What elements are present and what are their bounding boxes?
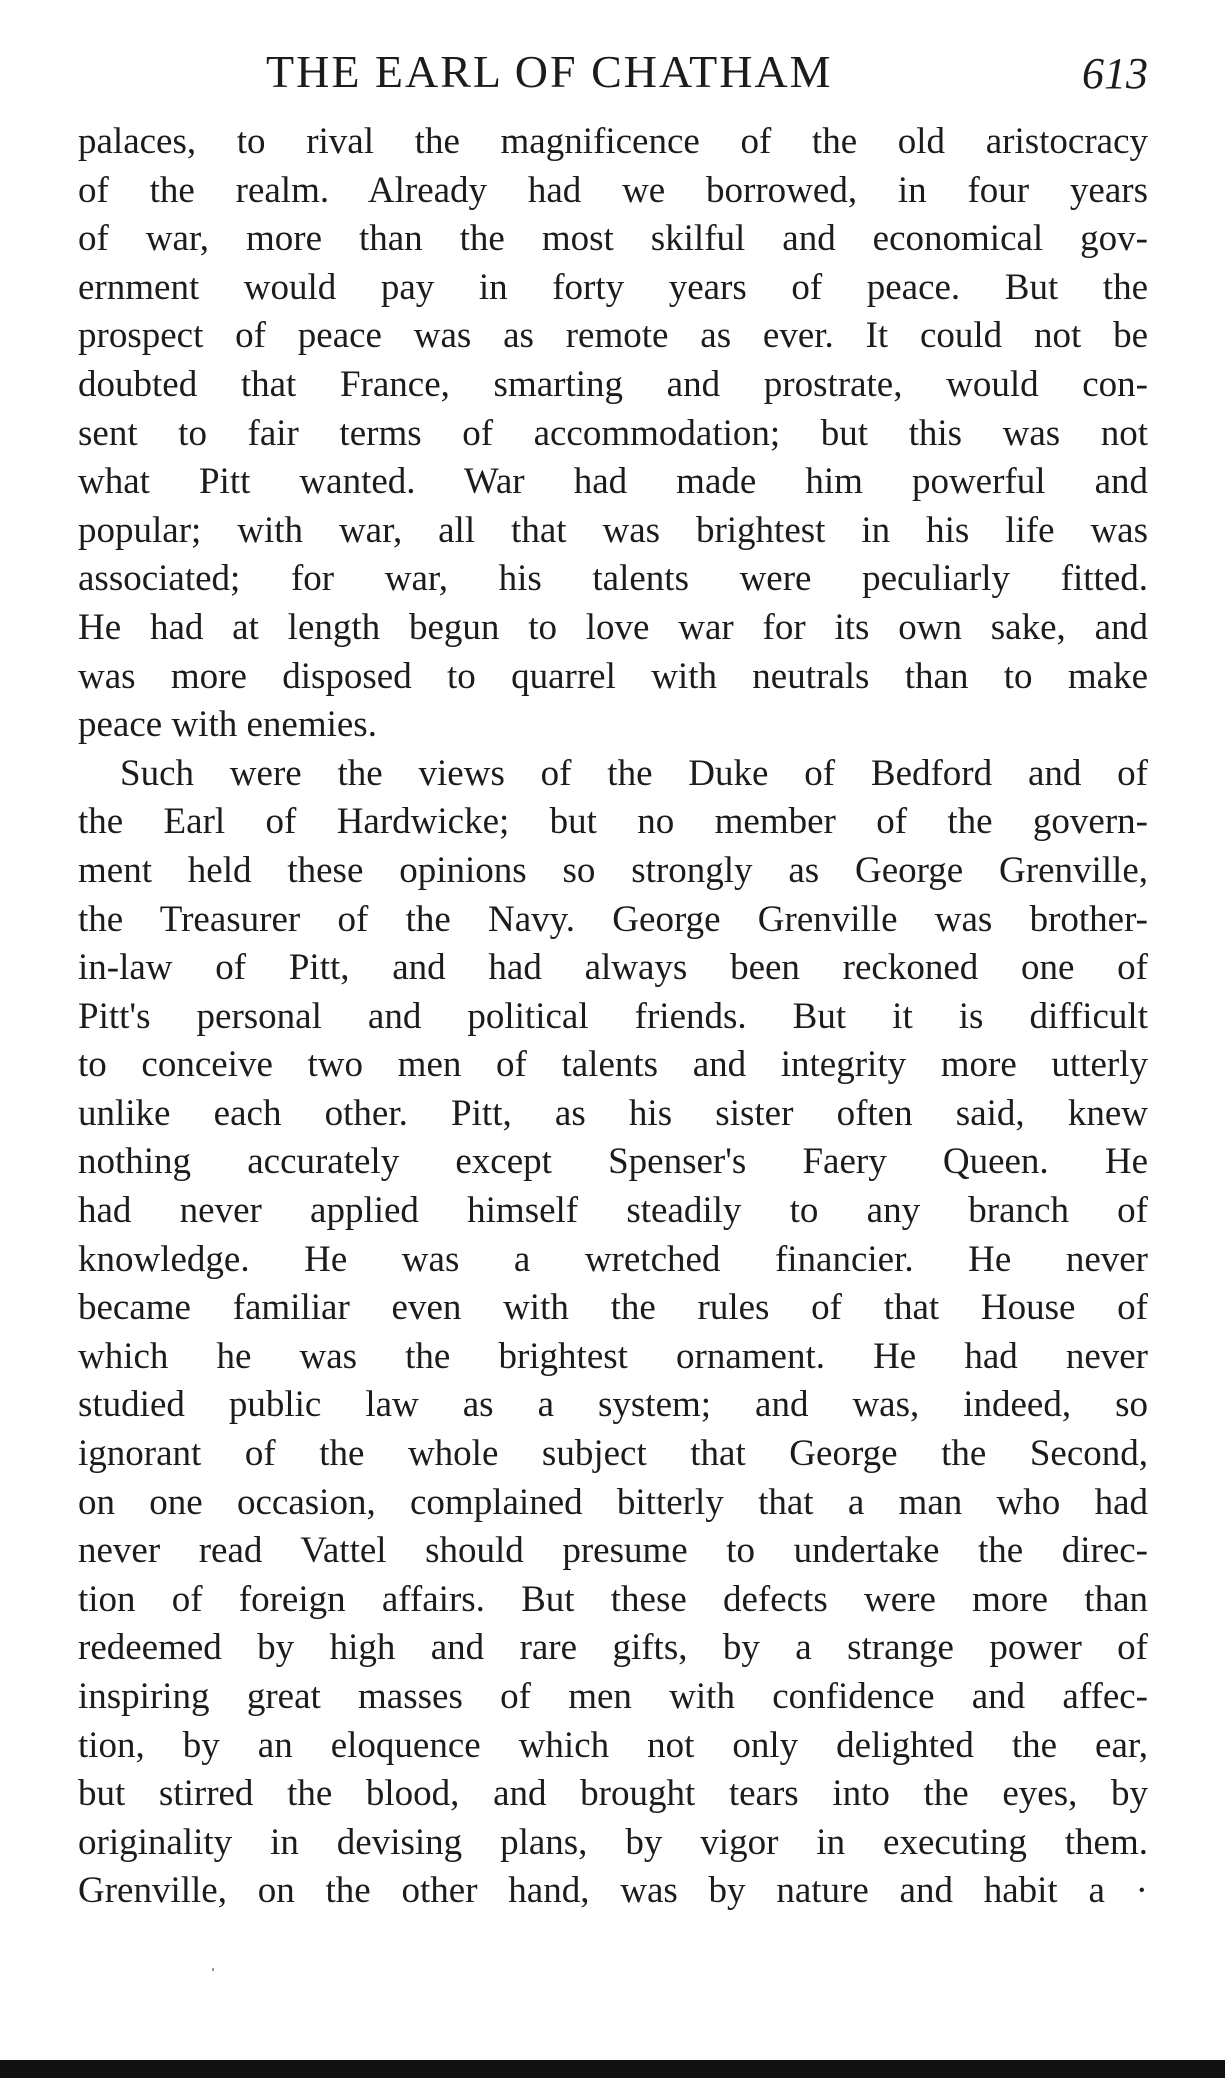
text-line: He had at length begun to love war for its own sake, and xyxy=(78,606,1148,648)
text-line: Pitt's personal and political friends. But it is difficult xyxy=(78,995,1148,1037)
text-line: sent to fair terms of accommodation; but this was not xyxy=(78,412,1148,454)
text-line: of war, more than the most skilful and economical gov- xyxy=(78,218,1148,260)
running-head xyxy=(78,42,1148,102)
text-line: knowledge. He was a wretched financier. He never xyxy=(78,1238,1148,1280)
text-line: Such were the views of the Duke of Bedford and of xyxy=(120,752,1148,794)
text-line: prospect of peace was as remote as ever. It could not be xyxy=(78,315,1148,357)
text-line: in-law of Pitt, and had always been reckoned one of xyxy=(78,947,1148,989)
text-line: to conceive two men of talents and integrity more utterly xyxy=(78,1044,1148,1086)
text-line: ment held these opinions so strongly as George Grenville, xyxy=(78,849,1148,891)
text-line: tion of foreign affairs. But these defects were more than xyxy=(78,1578,1148,1620)
text-line: never read Vattel should presume to undertake the direc- xyxy=(78,1530,1148,1572)
text-line: on one occasion, complained bitterly that a man who had xyxy=(78,1481,1148,1523)
body-text xyxy=(78,118,1148,1916)
text-line: which he was the brightest ornament. He had never xyxy=(78,1335,1148,1377)
text-line: palaces, to rival the magnificence of the old aristocracy xyxy=(78,121,1148,162)
print-speck xyxy=(212,1968,214,1971)
running-title: THE EARL OF CHATHAM xyxy=(266,46,833,97)
text-line: associated; for war, his talents were peculiarly fitted. xyxy=(78,558,1148,600)
text-line: unlike each other. Pitt, as his sister often said, knew xyxy=(78,1092,1148,1134)
text-line: originality in devising plans, by vigor in executing them. xyxy=(78,1821,1148,1863)
text-line: of the realm. Already had we borrowed, in four years xyxy=(78,169,1148,211)
text-line: what Pitt wanted. War had made him powerful and xyxy=(78,461,1148,503)
text-line: ignorant of the whole subject that George the Second, xyxy=(78,1433,1148,1475)
text-line: studied public law as a system; and was, indeed, so xyxy=(78,1384,1148,1426)
text-line: became familiar even with the rules of that House of xyxy=(78,1287,1148,1329)
text-line: nothing accurately except Spenser's Faery Queen. He xyxy=(78,1141,1148,1183)
page-number: 613 xyxy=(1082,49,1148,98)
text-line: doubted that France, smarting and prostrate, would con- xyxy=(78,363,1148,405)
text-line: peace with enemies. xyxy=(78,704,377,746)
text-line: inspiring great masses of men with confidence and affec- xyxy=(78,1676,1148,1717)
text-line: popular; with war, all that was brightest in his life was xyxy=(78,509,1148,551)
text-line: but stirred the blood, and brought tears into the eyes, by xyxy=(78,1773,1148,1815)
bottom-edge-rule xyxy=(0,2060,1225,2078)
text-line: had never applied himself steadily to any branch of xyxy=(78,1190,1148,1232)
text-line: was more disposed to quarrel with neutrals than to make xyxy=(78,655,1148,697)
text-line: redeemed by high and rare gifts, by a strange power of xyxy=(78,1627,1148,1669)
text-line: ernment would pay in forty years of peace. But the xyxy=(78,266,1148,308)
text-line: the Earl of Hardwicke; but no member of the govern- xyxy=(78,801,1148,843)
text-line: the Treasurer of the Navy. George Grenville was brother- xyxy=(78,898,1148,940)
text-line: Grenville, on the other hand, was by nature and habit a · xyxy=(78,1870,1148,1912)
text-line: tion, by an eloquence which not only delighted the ear, xyxy=(78,1724,1148,1766)
